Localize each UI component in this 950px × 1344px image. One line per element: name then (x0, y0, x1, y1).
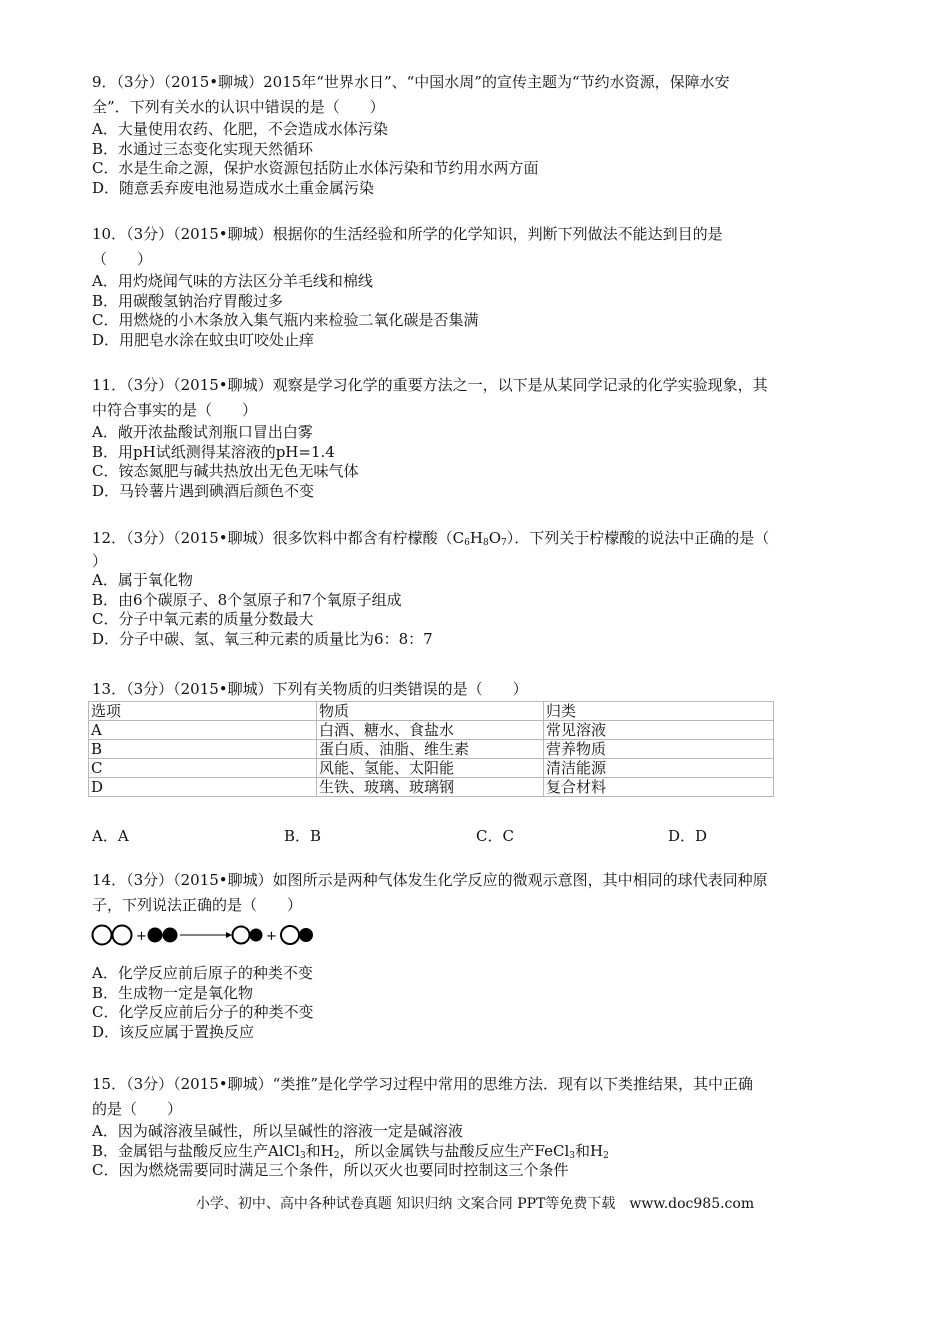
question-15-option-a: A．因为碱溶液呈碱性，所以呈碱性的溶液一定是碱溶液 (92, 1122, 463, 1140)
table-cell: D (89, 778, 317, 797)
header-option: 选项 (89, 702, 317, 721)
question-12-stem-line-2: ） (92, 552, 108, 570)
question-11-option-a: A．敞开浓盐酸试剂瓶口冒出白雾 (92, 423, 313, 441)
classification-table (88, 701, 774, 797)
question-15 (92, 1072, 852, 1181)
option-b-part-1: B．金属铝与盐酸反应生产AlCl (92, 1141, 300, 1160)
question-9-option-b: B．水通过三态变化实现天然循环 (92, 139, 314, 158)
question-10-stem-line-2: （ ） (92, 250, 153, 268)
table-row (89, 721, 774, 740)
table-cell: A (89, 721, 317, 740)
question-14-option-b: B．生成物一定是氧化物 (92, 983, 254, 1002)
formula-h: H (469, 529, 483, 547)
question-11-option-c: C．铵态氮肥与碱共热放出无色无味气体 (92, 462, 359, 480)
option-b-part-4: 和H (574, 1141, 604, 1160)
question-11-option-b: B．用pH试纸测得某溶液的pH=1.4 (92, 442, 335, 461)
question-9 (92, 70, 852, 198)
question-12-stem-line-1 (92, 526, 852, 551)
question-11-option-d: D．马铃薯片遇到碘酒后颜色不变 (92, 481, 315, 500)
header-category: 归类 (544, 702, 774, 721)
reaction-arrow (180, 932, 232, 938)
question-12-option-c: C．分子中氧元素的质量分数最大 (92, 610, 314, 628)
plus-sign: + (136, 929, 147, 944)
question-14-stem-line-1: 14．（3分）（2015•聊城）如图所示是两种气体发生化学反应的微观示意图，其中相同的球代表同种原 (92, 871, 768, 889)
table-row (89, 778, 774, 797)
table-cell: 蛋白质、油脂、维生素 (317, 740, 544, 759)
formula-o: O (488, 529, 502, 547)
reactant-molecule-black (148, 928, 178, 943)
reactant-molecule-white (93, 926, 132, 945)
question-15-stem-line-2: 的是（ ） (92, 1100, 183, 1118)
question-9-option-d: D．随意丢弃废电池易造成水土重金属污染 (92, 178, 375, 197)
question-14-option-d: D．该反应属于置换反应 (92, 1022, 255, 1041)
formula-c-count: 6 (464, 538, 470, 548)
question-14 (92, 868, 852, 918)
question-9-option-c: C．水是生命之源，保护水资源包括防止水体污染和节约用水两方面 (92, 159, 539, 177)
question-12 (92, 526, 852, 649)
question-10-option-a: A．用灼烧闻气味的方法区分羊毛线和棉线 (92, 272, 373, 290)
question-14-options (92, 964, 852, 1042)
table-cell: 复合材料 (544, 778, 774, 797)
table-cell: 生铁、玻璃、玻璃钢 (317, 778, 544, 797)
table-cell: 常见溶液 (544, 721, 774, 740)
option-b-sub-3: 3 (569, 1150, 575, 1161)
table-header-row (89, 702, 774, 721)
question-10-option-b: B．用碳酸氢钠治疗胃酸过多 (92, 291, 284, 310)
question-13-answer-c: C．C (476, 827, 514, 845)
question-13-stem-wrap (92, 678, 852, 700)
formula-c: C (452, 529, 465, 547)
table-cell: C (89, 759, 317, 778)
product-molecule-1 (233, 927, 263, 944)
table-cell: 营养物质 (544, 740, 774, 759)
question-12-stem-post: ）．下列关于柠檬酸的说法中正确的是（ (506, 529, 770, 547)
question-9-stem-line-2: 全”．下列有关水的认识中错误的是（ ） (92, 98, 385, 116)
table-row (89, 759, 774, 778)
molecule-reaction-diagram (90, 920, 330, 950)
question-11-stem-line-2: 中符合事实的是（ ） (92, 401, 258, 419)
question-12-option-d: D．分子中碳、氢、氧三种元素的质量比为6：8：7 (92, 629, 433, 648)
question-12-stem-pre: 12．（3分）（2015•聊城）很多饮料中都含有柠檬酸（ (92, 529, 453, 547)
product-molecule-2 (281, 926, 313, 944)
question-12-option-b: B．由6个碳原子、8个氢原子和7个氧原子组成 (92, 590, 402, 609)
question-10 (92, 222, 852, 350)
formula-h-count: 8 (482, 538, 489, 548)
question-13-stem: 13．（3分）（2015•聊城）下列有关物质的归类错误的是（ ） (92, 680, 528, 698)
question-15-stem-line-1: 15．（3分）（2015•聊城）“类推”是化学学习过程中常用的思维方法．现有以下类推结果，其中正确 (92, 1075, 753, 1093)
question-14-option-c: C．化学反应前后分子的种类不变 (92, 1003, 314, 1021)
option-b-part-3: ，所以金属铁与盐酸反应生产FeCl (339, 1141, 570, 1160)
question-10-option-d: D．用肥皂水涂在蚊虫叮咬处止痒 (92, 330, 315, 349)
question-13-answer-a: A．A (92, 827, 129, 845)
question-15-option-b (92, 1142, 852, 1162)
question-14-option-a: A．化学反应前后原子的种类不变 (92, 964, 313, 982)
question-11-stem-line-1: 11．（3分）（2015•聊城）观察是学习化学的重要方法之一，以下是从某同学记录的化学实验现象，其 (92, 376, 768, 394)
option-b-sub-2: 2 (333, 1150, 340, 1161)
question-9-option-a: A．大量使用农药、化肥，不会造成水体污染 (92, 120, 388, 138)
question-12-option-a: A．属于氧化物 (92, 571, 193, 589)
question-15-option-c: C．因为燃烧需要同时满足三个条件，所以灭火也要同时控制这三个条件 (92, 1161, 569, 1179)
question-14-stem-line-2: 子，下列说法正确的是（ ） (92, 896, 303, 914)
question-11 (92, 373, 852, 501)
table-cell: 风能、氢能、太阳能 (317, 759, 544, 778)
question-10-option-c: C．用燃烧的小木条放入集气瓶内来检验二氧化碳是否集满 (92, 311, 479, 329)
table-cell: B (89, 740, 317, 759)
question-10-stem-line-1: 10．（3分）（2015•聊城）根据你的生活经验和所学的化学知识，判断下列做法不能达到目的是 (92, 225, 723, 243)
plus-sign: + (266, 929, 277, 944)
table-cell: 白酒、糖水、食盐水 (317, 721, 544, 740)
table-row (89, 740, 774, 759)
option-b-sub-4: 2 (603, 1150, 609, 1161)
option-b-sub-1: 3 (299, 1150, 306, 1161)
question-13-answer-b: B．B (284, 827, 322, 845)
page-footer: 小学、初中、高中各种试卷真题 知识归纳 文案合同 PPT等免费下载 www.doc985.com (195, 1196, 755, 1212)
header-substance: 物质 (317, 702, 544, 721)
formula-o-count: 7 (501, 538, 507, 548)
option-b-part-2: 和H (305, 1141, 334, 1160)
question-9-stem-line-1: 9．（3分）（2015•聊城）2015年“世界水日”、“中国水周”的宣传主题为“节约水资源，保障水安 (92, 73, 730, 91)
question-13-answer-d: D．D (668, 827, 708, 845)
table-cell: 清洁能源 (544, 759, 774, 778)
